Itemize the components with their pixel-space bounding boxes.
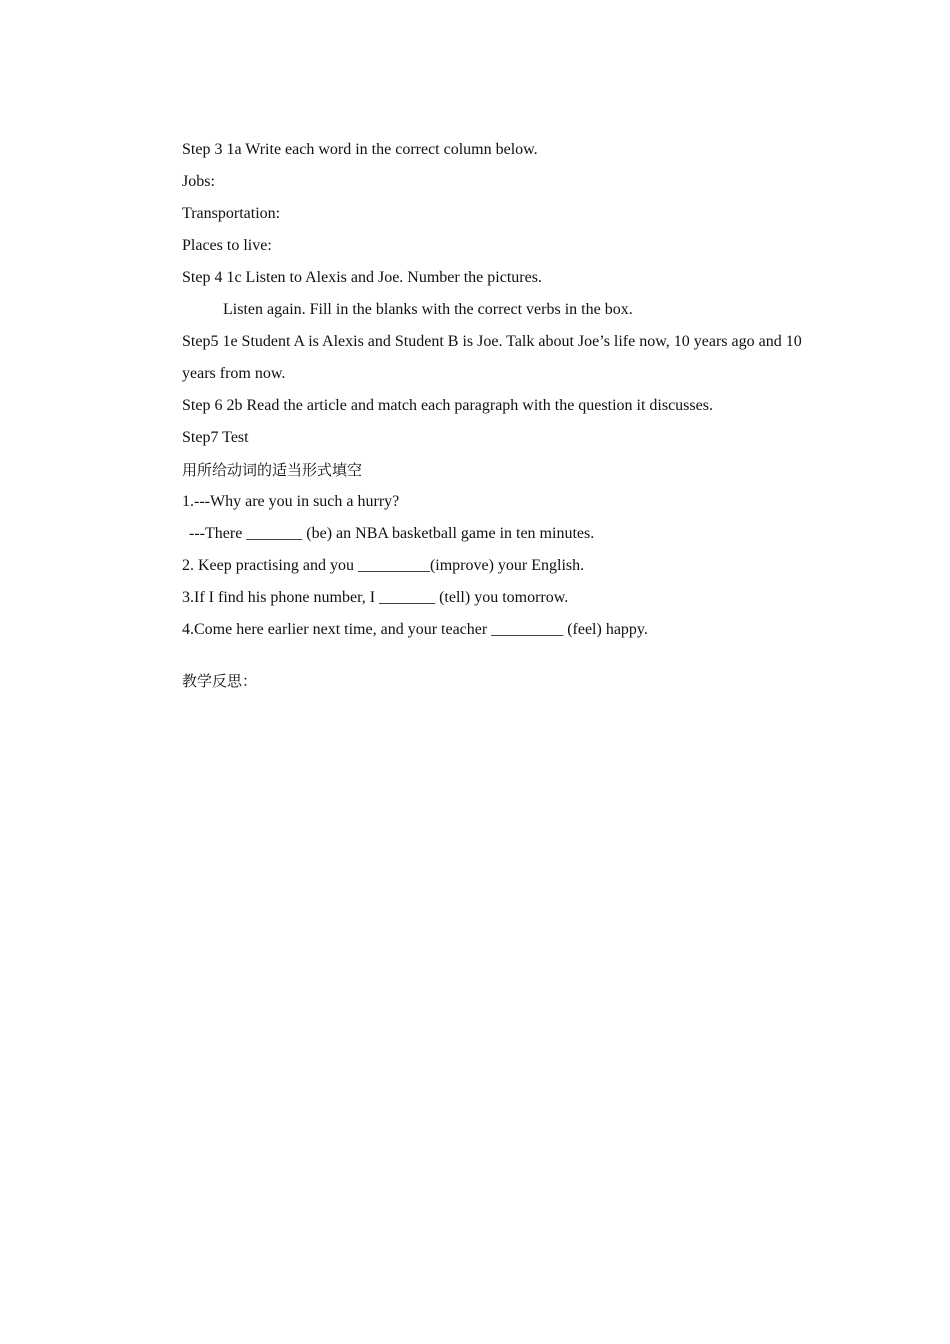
transportation-label: Transportation: [182,205,281,222]
question-2: 2. Keep practising and you _________(improve) your English. [182,557,585,574]
spacer [182,646,822,665]
question-1b: ---There _______ (be) an NBA basketball game in ten minutes. [189,525,595,542]
step3-text: Step 3 1a Write each word in the correct column below. [182,141,538,158]
step6-text: Step 6 2b Read the article and match each paragraph with the question it discusses. [182,397,713,414]
step7-heading: Step7 Test [182,429,249,446]
question-4: 4.Come here earlier next time, and your teacher _________ (feel) happy. [182,621,648,638]
jobs-label: Jobs: [182,173,215,190]
reflection-cn: 教学反思： [182,672,258,690]
step4-text: Step 4 1c Listen to Alexis and Joe. Number the pictures. [182,269,542,286]
step5-text: Step5 1e Student A is Alexis and Student B is Joe. Talk about Joe’s life now, 10 years ago and 10 years from now. [182,333,802,382]
question-1a: 1.---Why are you in such a hurry? [182,493,400,510]
step4-listen-again: Listen again. Fill in the blanks with the correct verbs in the box. [223,301,633,318]
question-3: 3.If I find his phone number, I _______ (tell) you tomorrow. [182,589,569,606]
instruction-cn: 用所给动词的适当形式填空 [182,461,363,479]
places-label: Places to live: [182,237,272,254]
document-body [182,134,822,697]
